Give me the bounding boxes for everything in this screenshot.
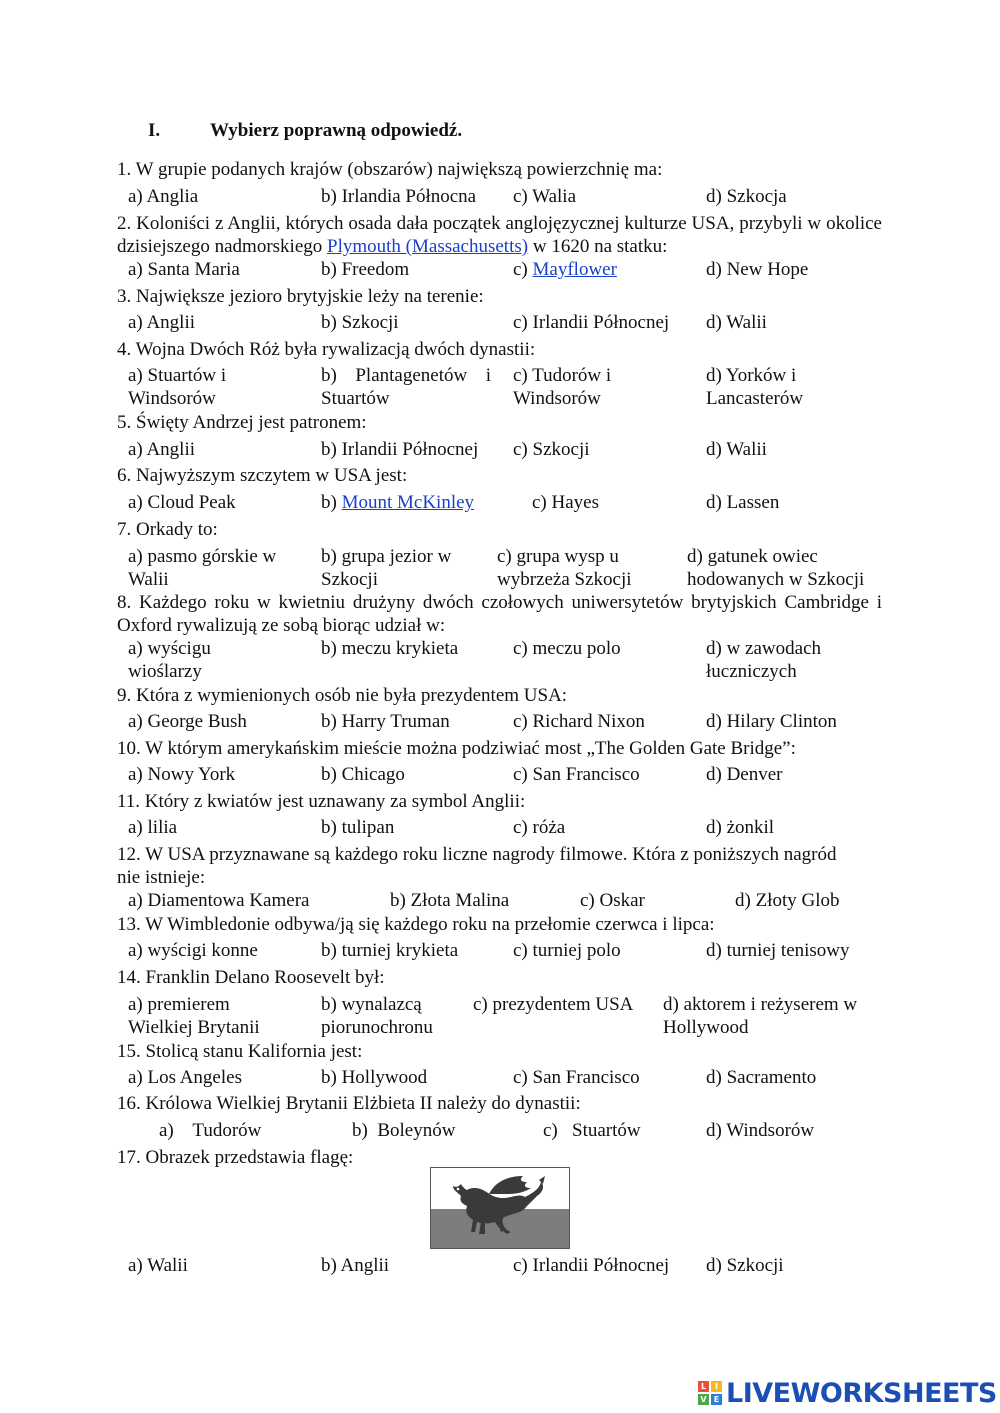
q7-option-d[interactable]: d) gatunek owiec hodowanych w Szkocji [687,546,865,590]
q16-option-d[interactable]: d) Windsorów [706,1120,815,1141]
mount-mckinley-link[interactable]: Mount McKinley [341,492,475,513]
q10-option-b[interactable]: b) Chicago [321,764,405,785]
mayflower-link[interactable]: Mayflower [532,259,617,280]
q8-option-d[interactable]: d) w zawodach łuczniczych [706,638,822,682]
q6-option-d[interactable]: d) Lassen [706,492,780,513]
question-12-text: 12. W USA przyznawane są każdego roku liczne nagrody filmowe. Która z poniższych nagród nie istnieje: [117,844,837,888]
q7-option-c[interactable]: c) grupa wysp u wybrzeża Szkocji [497,546,632,590]
q1-option-c[interactable]: c) Walia [513,186,577,207]
logo-mark-e: E [711,1394,722,1405]
q12-option-c[interactable]: c) Oskar [580,890,645,911]
q1-option-b[interactable]: b) Irlandia Północna [321,186,477,207]
q13-option-d[interactable]: d) turniej tenisowy [706,940,850,961]
q2-text-after: w 1620 na statku: [528,236,668,257]
q4-option-b[interactable]: b) Plantagenetów i Stuartów [321,365,491,409]
q13-option-a[interactable]: a) wyścigi konne [128,940,258,961]
question-8-text: 8. Każdego roku w kwietniu drużyny dwóch czołowych uniwersytetów brytyjskich Cambridge i Oxford rywalizują ze sobą biorąc udział w: [117,592,882,636]
q12-option-a[interactable]: a) Diamentowa Kamera [128,890,310,911]
section-heading: Wybierz poprawną odpowiedź. [210,120,463,141]
q15-option-b[interactable]: b) Hollywood [321,1067,428,1088]
q4-option-d[interactable]: d) Yorków i Lancasterów [706,365,804,409]
q2-option-b[interactable]: b) Freedom [321,259,410,280]
liveworksheets-logo [698,1376,997,1410]
liveworksheets-wordmark: LIVEWORKSHEETS [726,1377,997,1409]
logo-mark-l: L [698,1381,709,1392]
q10-option-d[interactable]: d) Denver [706,764,783,785]
q17-option-a[interactable]: a) Walii [128,1255,188,1276]
q2-option-d[interactable]: d) New Hope [706,259,809,280]
q5-option-d[interactable]: d) Walii [706,439,767,460]
section-number: I. [148,120,161,141]
q9-option-b[interactable]: b) Harry Truman [321,711,450,732]
q14-option-b[interactable]: b) wynalazcą piorunochronu [321,994,433,1038]
question-11-text: 11. Który z kwiatów jest uznawany za symbol Anglii: [117,791,526,812]
q15-option-d[interactable]: d) Sacramento [706,1067,817,1088]
q16-option-a[interactable]: a) Tudorów [159,1120,262,1141]
question-2-text [117,212,882,258]
question-9-text: 9. Która z wymienionych osób nie była prezydentem USA: [117,685,568,706]
q14-option-a[interactable]: a) premierem Wielkiej Brytanii [128,994,260,1038]
q1-option-d[interactable]: d) Szkocja [706,186,787,207]
q11-option-b[interactable]: b) tulipan [321,817,395,838]
q15-option-a[interactable]: a) Los Angeles [128,1067,242,1088]
q2-option-c-letter: c) [513,259,533,280]
question-7-text: 7. Orkady to: [117,519,218,540]
q7-option-b[interactable]: b) grupa jezior w Szkocji [321,546,452,590]
q5-option-c[interactable]: c) Szkocji [513,439,590,460]
q2-text-before: 2. Koloniści z Anglii, których osada dała początek anglojęzycznej kulturze USA, przybyli w okolice dzisiejszego nadmorskiego [117,213,882,257]
q6-option-a[interactable]: a) Cloud Peak [128,492,236,513]
plymouth-link[interactable]: Plymouth (Massachusetts) [327,236,529,257]
q2-option-a[interactable]: a) Santa Maria [128,259,240,280]
q17-option-b[interactable]: b) Anglii [321,1255,390,1276]
question-17-text: 17. Obrazek przedstawia flagę: [117,1147,354,1168]
liveworksheets-mark-icon [698,1381,722,1405]
q6-option-b[interactable] [321,491,474,514]
question-14-text: 14. Franklin Delano Roosevelt był: [117,967,385,988]
q5-option-b[interactable]: b) Irlandii Północnej [321,439,479,460]
q6-option-b-letter: b) [321,492,342,513]
question-1-text: 1. W grupie podanych krajów (obszarów) największą powierzchnię ma: [117,159,663,180]
q1-option-a[interactable]: a) Anglia [128,186,199,207]
q4-option-a[interactable]: a) Stuartów i Windsorów [128,365,227,409]
q3-option-b[interactable]: b) Szkocji [321,312,399,333]
q9-option-d[interactable]: d) Hilary Clinton [706,711,837,732]
q8-option-b[interactable]: b) meczu krykieta [321,638,459,659]
q2-option-c[interactable] [513,258,617,281]
q10-option-a[interactable]: a) Nowy York [128,764,236,785]
q14-option-d[interactable]: d) aktorem i reżyserem w Hollywood [663,994,858,1038]
q13-option-b[interactable]: b) turniej krykieta [321,940,459,961]
question-4-text: 4. Wojna Dwóch Róż była rywalizacją dwóch dynastii: [117,339,536,360]
q14-option-c[interactable]: c) prezydentem USA [473,994,634,1015]
q11-option-c[interactable]: c) róża [513,817,566,838]
q8-option-c[interactable]: c) meczu polo [513,638,621,659]
question-6-text: 6. Najwyższym szczytem w USA jest: [117,465,408,486]
q8-option-a[interactable]: a) wyścigu wioślarzy [128,638,211,682]
question-10-text: 10. W którym amerykańskim mieście można podziwiać most „The Golden Gate Bridge”: [117,738,796,759]
q10-option-c[interactable]: c) San Francisco [513,764,640,785]
q6-option-c[interactable]: c) Hayes [532,492,599,513]
logo-mark-v: V [698,1394,709,1405]
q9-option-c[interactable]: c) Richard Nixon [513,711,645,732]
q17-option-c[interactable]: c) Irlandii Północnej [513,1255,670,1276]
q12-option-d[interactable]: d) Złoty Glob [735,890,840,911]
q15-option-c[interactable]: c) San Francisco [513,1067,640,1088]
question-15-text: 15. Stolicą stanu Kalifornia jest: [117,1041,363,1062]
q7-option-a[interactable]: a) pasmo górskie w Walii [128,546,277,590]
q9-option-a[interactable]: a) George Bush [128,711,247,732]
question-3-text: 3. Największe jezioro brytyjskie leży na terenie: [117,286,484,307]
q3-option-d[interactable]: d) Walii [706,312,767,333]
q3-option-c[interactable]: c) Irlandii Północnej [513,312,670,333]
q3-option-a[interactable]: a) Anglii [128,312,196,333]
question-13-text: 13. W Wimbledonie odbywa/ją się każdego roku na przełomie czerwca i lipca: [117,914,715,935]
question-16-text: 16. Królowa Wielkiej Brytanii Elżbieta II należy do dynastii: [117,1093,581,1114]
welsh-dragon-flag-icon [430,1167,570,1249]
q12-option-b[interactable]: b) Złota Malina [390,890,510,911]
logo-mark-i: I [711,1381,722,1392]
q16-option-b[interactable]: b) Boleynów [352,1120,456,1141]
q13-option-c[interactable]: c) turniej polo [513,940,621,961]
q16-option-c[interactable]: c) Stuartów [543,1120,641,1141]
question-5-text: 5. Święty Andrzej jest patronem: [117,412,367,433]
q5-option-a[interactable]: a) Anglii [128,439,196,460]
q17-option-d[interactable]: d) Szkocji [706,1255,784,1276]
q11-option-a[interactable]: a) lilia [128,817,178,838]
q4-option-c[interactable]: c) Tudorów i Windsorów [513,365,612,409]
q11-option-d[interactable]: d) żonkil [706,817,775,838]
